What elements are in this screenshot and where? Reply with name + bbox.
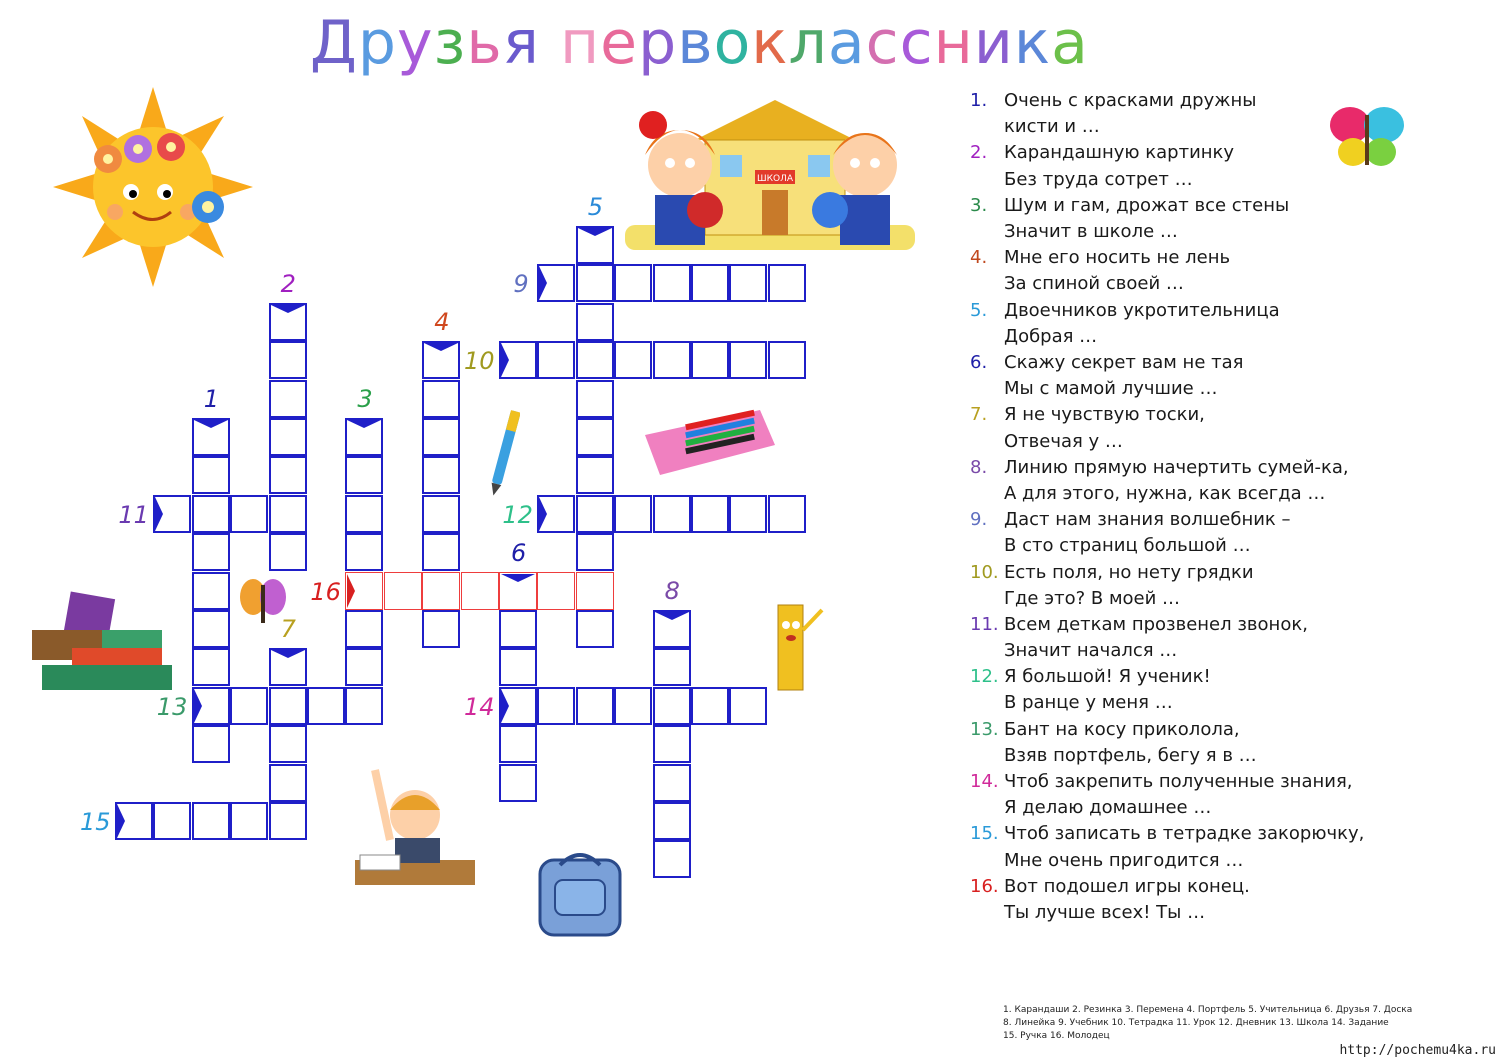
grid-cell[interactable]: [576, 533, 614, 571]
grid-cell[interactable]: [422, 341, 460, 379]
clue-line-2: За спиной своей …: [1004, 273, 1184, 295]
title-letter: п: [559, 8, 601, 78]
clue-line-2: Без труда сотрет …: [1004, 168, 1193, 190]
grid-cell[interactable]: [537, 572, 575, 610]
word-number-label: 6: [511, 538, 527, 567]
clue-item: [970, 664, 1390, 716]
word-number-label: 11: [118, 500, 149, 529]
clue-line-2: А для этого, нужна, как всегда …: [1004, 482, 1326, 504]
grid-cell[interactable]: [345, 572, 383, 610]
clue-line-1: Чтоб записать в тетрадке закорючку,: [1004, 823, 1365, 845]
grid-cell[interactable]: [729, 495, 767, 533]
clue-item: [970, 612, 1390, 664]
page-title: [310, 8, 1089, 88]
clue-line-2: кисти и …: [1004, 116, 1100, 138]
grid-cell[interactable]: [192, 610, 230, 648]
backpack-icon: [530, 850, 630, 940]
title-letter: в: [677, 8, 714, 78]
grid-cell[interactable]: [614, 264, 652, 302]
grid-cell[interactable]: [537, 341, 575, 379]
grid-cell[interactable]: [499, 725, 537, 763]
clue-item: [970, 821, 1390, 873]
clue-line-2: В сто страниц большой …: [1004, 535, 1251, 557]
grid-cell[interactable]: [153, 495, 191, 533]
grid-cell[interactable]: [345, 456, 383, 494]
grid-cell[interactable]: [115, 802, 153, 840]
grid-cell[interactable]: [576, 418, 614, 456]
grid-cell[interactable]: [576, 610, 614, 648]
word-number-label: 10: [464, 347, 495, 376]
clue-number: 1.: [970, 90, 988, 111]
grid-cell[interactable]: [729, 264, 767, 302]
grid-cell[interactable]: [614, 495, 652, 533]
title-letter: я: [502, 8, 540, 78]
word-number-label: 4: [434, 308, 450, 337]
ruler-character-icon: [760, 600, 830, 695]
grid-cell[interactable]: [653, 687, 691, 725]
word-start-marker: [269, 648, 307, 686]
grid-cell[interactable]: [691, 341, 729, 379]
word-start-marker: [576, 226, 614, 264]
grid-cell[interactable]: [499, 687, 537, 725]
grid-cell[interactable]: [269, 802, 307, 840]
grid-cell[interactable]: [576, 341, 614, 379]
grid-cell[interactable]: [653, 648, 691, 686]
clue-item: [970, 717, 1390, 769]
grid-cell[interactable]: [461, 572, 499, 610]
clue-item: [970, 769, 1390, 821]
grid-cell[interactable]: [422, 610, 460, 648]
clue-number: 13.: [970, 718, 999, 740]
word-number-label: 13: [156, 692, 188, 721]
grid-cell[interactable]: [499, 572, 537, 610]
word-start-marker: [653, 610, 691, 648]
clue-line-1: Мне его носить не лень: [1004, 247, 1231, 269]
clue-line-2: Взяв портфель, бегу я в …: [1004, 744, 1257, 766]
clue-line-2: Мне очень пригодится …: [1004, 849, 1244, 871]
title-letter: а: [827, 8, 866, 78]
grid-cell[interactable]: [192, 648, 230, 686]
grid-cell[interactable]: [576, 687, 614, 725]
clue-line-1: Карандашную картинку: [1004, 142, 1235, 164]
grid-cell[interactable]: [269, 533, 307, 571]
clue-item: [970, 507, 1390, 559]
grid-cell[interactable]: [653, 725, 691, 763]
clue-item: [970, 350, 1390, 402]
clue-line-1: Шум и гам, дрожат все стены: [1004, 194, 1290, 216]
clue-number: 9.: [970, 509, 988, 531]
grid-cell[interactable]: [614, 687, 652, 725]
title-letter: о: [713, 8, 752, 78]
grid-cell[interactable]: [230, 802, 268, 840]
word-start-marker: [345, 572, 383, 610]
word-start-marker: [192, 418, 230, 456]
title-letter: и: [973, 8, 1014, 78]
grid-cell[interactable]: [576, 226, 614, 264]
grid-cell[interactable]: [269, 303, 307, 341]
word-start-marker: [537, 495, 575, 533]
grid-cell[interactable]: [653, 764, 691, 802]
title-letter: н: [933, 8, 974, 78]
student-at-desk-illustration: [345, 760, 480, 890]
clue-number: 12.: [970, 666, 999, 688]
grid-cell[interactable]: [422, 418, 460, 456]
grid-cell[interactable]: [269, 648, 307, 686]
pen-icon: [490, 405, 520, 500]
grid-cell[interactable]: [192, 725, 230, 763]
grid-cell[interactable]: [499, 610, 537, 648]
grid-cell[interactable]: [422, 380, 460, 418]
word-number-label: 1: [203, 385, 220, 413]
clue-item: [970, 455, 1390, 507]
grid-cell[interactable]: [729, 341, 767, 379]
word-number-label: 9: [513, 270, 529, 299]
title-letter: у: [396, 8, 434, 78]
clue-number: 6.: [970, 351, 988, 373]
school-sign: ШКОЛА: [756, 174, 794, 184]
word-start-marker: [153, 495, 191, 533]
clue-line-1: Вот подошел игры конец.: [1004, 875, 1250, 897]
clue-number: 11.: [970, 613, 999, 635]
clue-line-2: Ты лучше всех! Ты …: [1004, 902, 1206, 924]
grid-cell[interactable]: [269, 495, 307, 533]
grid-cell[interactable]: [768, 264, 806, 302]
butterfly-small-icon: [238, 575, 288, 630]
grid-cell[interactable]: [345, 418, 383, 456]
grid-cell[interactable]: [576, 495, 614, 533]
word-number-label: 15: [80, 808, 111, 836]
grid-cell[interactable]: [768, 495, 806, 533]
grid-cell[interactable]: [653, 802, 691, 840]
grid-cell[interactable]: [345, 648, 383, 686]
grid-cell[interactable]: [422, 572, 460, 610]
clue-line-2: Отвечая у …: [1004, 430, 1123, 452]
clue-item: [970, 402, 1390, 454]
word-start-marker: [345, 418, 383, 456]
answers-line-1: 1. Карандаши 2. Резинка 3. Перемена 4. Портфель 5. Учительница 6. Друзья 7. Доска: [1003, 1005, 1413, 1015]
clue-line-1: Я не чувствую тоски,: [1004, 404, 1205, 426]
grid-cell[interactable]: [192, 802, 230, 840]
clue-line-2: В ранце у меня …: [1004, 692, 1173, 714]
grid-cell[interactable]: [269, 687, 307, 725]
clue-number: 14.: [970, 771, 999, 793]
grid-cell[interactable]: [576, 380, 614, 418]
grid-cell[interactable]: [269, 341, 307, 379]
word-number-label: 7: [280, 615, 296, 644]
word-start-marker: [192, 687, 230, 725]
grid-cell[interactable]: [653, 495, 691, 533]
grid-cell[interactable]: [269, 725, 307, 763]
clue-number: 2.: [970, 142, 988, 164]
grid-cell[interactable]: [192, 495, 230, 533]
grid-cell[interactable]: [499, 341, 537, 379]
clue-line-2: Значит в школе …: [1004, 220, 1178, 242]
word-start-marker: [499, 341, 537, 379]
title-letter: е: [600, 8, 639, 78]
clue-number: 16.: [970, 875, 999, 897]
grid-cell[interactable]: [269, 456, 307, 494]
grid-cell[interactable]: [537, 687, 575, 725]
grid-cell[interactable]: [192, 456, 230, 494]
grid-cell[interactable]: [537, 495, 575, 533]
clue-line-1: Скажу секрет вам не тая: [1004, 351, 1244, 373]
title-letter: р: [638, 8, 678, 78]
grid-cell[interactable]: [153, 802, 191, 840]
grid-cell[interactable]: [192, 687, 230, 725]
word-start-marker: [269, 303, 307, 341]
answers-key: [1003, 1004, 1412, 1043]
clue-line-2: Мы с мамой лучшие …: [1004, 378, 1218, 400]
grid-cell[interactable]: [576, 456, 614, 494]
answers-line-2: 8. Линейка 9. Учебник 10. Тетрадка 11. Урок 12. Дневник 13. Школа 14. Задание: [1003, 1018, 1389, 1028]
clue-line-1: Линию прямую начертить сумей-ка,: [1004, 456, 1349, 478]
clue-item: [970, 245, 1390, 297]
grid-cell[interactable]: [653, 840, 691, 878]
grid-cell[interactable]: [422, 456, 460, 494]
clue-item: [970, 88, 1390, 140]
clue-item: [970, 298, 1390, 350]
grid-cell[interactable]: [576, 572, 614, 610]
grid-cell[interactable]: [269, 380, 307, 418]
title-letter: Д: [310, 8, 358, 78]
word-number-label: 12: [502, 500, 533, 529]
grid-cell[interactable]: [345, 687, 383, 725]
clue-line-1: Есть поля, но нету грядки: [1004, 561, 1254, 583]
clue-line-1: Я большой! Я ученик!: [1004, 666, 1211, 688]
clue-item: [970, 193, 1390, 245]
grid-cell[interactable]: [653, 341, 691, 379]
title-letter: [540, 8, 560, 78]
grid-cell[interactable]: [653, 264, 691, 302]
word-number-label: 8: [664, 577, 680, 605]
word-start-marker: [115, 802, 153, 840]
clue-number: 7.: [970, 404, 988, 426]
grid-cell[interactable]: [499, 648, 537, 686]
clues-list: [970, 88, 1390, 926]
school-children-illustration: [625, 85, 915, 255]
clue-line-1: Всем деткам прозвенел звонок,: [1004, 613, 1308, 635]
clue-line-1: Даст нам знания волшебник –: [1004, 509, 1291, 531]
clue-line-1: Очень с красками дружны: [1004, 90, 1257, 111]
clue-line-2: Где это? В моей …: [1004, 587, 1181, 609]
grid-cell[interactable]: [499, 764, 537, 802]
clue-number: 10.: [970, 561, 999, 583]
word-number-label: 16: [310, 577, 341, 606]
clue-line-1: Двоечников укротительница: [1004, 299, 1280, 321]
clue-item: [970, 874, 1390, 926]
clue-item: [970, 560, 1390, 612]
title-letter: а: [1051, 8, 1089, 78]
clue-item: [970, 140, 1390, 192]
grid-cell[interactable]: [192, 418, 230, 456]
grid-cell[interactable]: [422, 495, 460, 533]
clue-number: 15.: [970, 823, 999, 845]
watermark-link[interactable]: http://pochemu4ka.ru: [1339, 1043, 1496, 1058]
grid-cell[interactable]: [345, 495, 383, 533]
word-number-label: 5: [587, 193, 604, 221]
grid-cell[interactable]: [269, 418, 307, 456]
grid-cell[interactable]: [537, 264, 575, 302]
clue-number: 3.: [970, 194, 988, 216]
title-letter: р: [357, 8, 397, 78]
pencil-box-icon: [640, 405, 780, 480]
grid-cell[interactable]: [345, 610, 383, 648]
grid-cell[interactable]: [192, 572, 230, 610]
title-letter: ь: [466, 8, 503, 78]
word-number-label: 14: [464, 692, 495, 721]
grid-cell[interactable]: [230, 687, 268, 725]
title-letter: з: [433, 8, 467, 78]
clue-number: 5.: [970, 299, 988, 321]
grid-cell[interactable]: [653, 610, 691, 648]
grid-cell[interactable]: [307, 687, 345, 725]
grid-cell[interactable]: [691, 264, 729, 302]
word-start-marker: [499, 572, 537, 610]
clue-line-1: Чтоб закрепить полученные знания,: [1004, 771, 1353, 793]
clue-number: 8.: [970, 456, 988, 478]
sun-illustration: [38, 82, 268, 292]
grid-cell[interactable]: [269, 764, 307, 802]
title-letter: с: [899, 8, 934, 78]
word-start-marker: [422, 341, 460, 379]
title-letter: с: [865, 8, 900, 78]
books-icon: [32, 590, 177, 705]
grid-cell[interactable]: [192, 533, 230, 571]
grid-cell[interactable]: [691, 495, 729, 533]
word-start-marker: [499, 687, 537, 725]
clue-line-2: Значит начался …: [1004, 640, 1178, 662]
clue-line-2: Добрая …: [1004, 325, 1098, 347]
title-letter: к: [751, 8, 789, 78]
grid-cell[interactable]: [576, 264, 614, 302]
word-number-label: 2: [280, 269, 296, 298]
answers-line-3: 15. Ручка 16. Молодец: [1003, 1031, 1110, 1041]
word-number-label: 3: [357, 385, 373, 413]
clue-number: 4.: [970, 247, 988, 269]
word-start-marker: [537, 264, 575, 302]
grid-cell[interactable]: [691, 687, 729, 725]
grid-cell[interactable]: [345, 533, 383, 571]
grid-cell[interactable]: [768, 341, 806, 379]
grid-cell[interactable]: [422, 533, 460, 571]
grid-cell[interactable]: [230, 495, 268, 533]
grid-cell[interactable]: [384, 572, 422, 610]
clue-line-1: Бант на косу приколола,: [1004, 718, 1240, 740]
grid-cell[interactable]: [614, 341, 652, 379]
title-letter: к: [1013, 8, 1052, 78]
grid-cell[interactable]: [576, 303, 614, 341]
title-letter: л: [788, 8, 828, 78]
clue-line-2: Я делаю домашнее …: [1004, 797, 1212, 819]
